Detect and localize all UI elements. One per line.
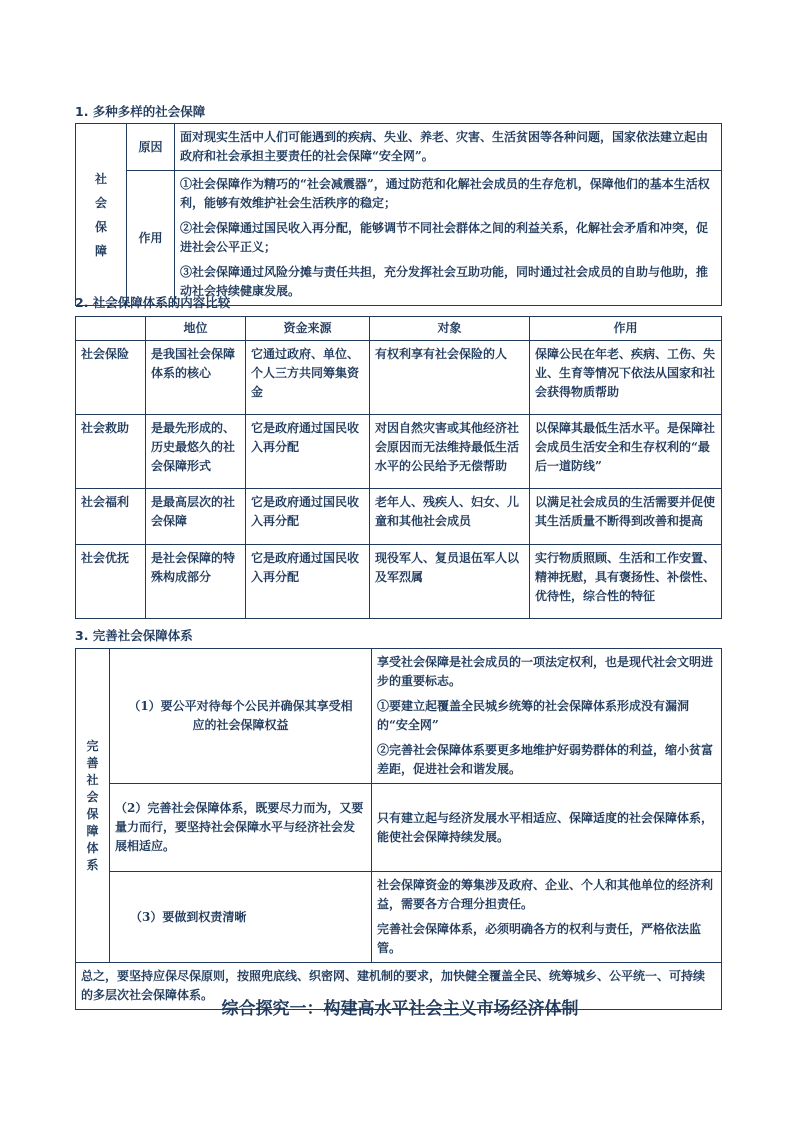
cell-funding: 它是政府通过国民收入再分配 [246, 489, 370, 545]
cell-effect: 实行物质照顾、生活和工作安置、精神抚慰，具有褒扬性、补偿性、优待性，综合性的特征 [530, 545, 722, 619]
cell-status: 是我国社会保障体系的核心 [146, 341, 246, 415]
measure-right-cell [372, 872, 722, 963]
side-label-cell [76, 649, 110, 963]
measure-point: ①要建立起覆盖全民城乡统筹的社会保障体系形成没有漏洞的“安全网” [377, 699, 690, 732]
cell-funding: 它是政府通过国民收入再分配 [246, 545, 370, 619]
measure-point: 完善社会保障体系，必须明确各方的权利与责任，严格依法监管。 [377, 922, 702, 955]
effect-item: ①社会保障作为精巧的“社会减震器”，通过防范和化解社会成员的生存危机，保障他们的基本生活权利，能够有效维护社会生活秩序的稳定； [180, 177, 710, 210]
side-label: 完善社会保障体系 [86, 738, 99, 872]
measure-point: 只有建立起与经济发展水平相适应、保障适度的社会保障体系，能使社会保障持续发展。 [377, 810, 714, 844]
row-label: 社会优抚 [76, 545, 146, 619]
cell-funding: 它是政府通过国民收入再分配 [246, 415, 370, 489]
measure-right-cell [372, 649, 722, 784]
effect-item: ②社会保障通过国民收入再分配，能够调节不同社会群体之间的利益关系，化解社会矛盾和冲突，促进社会公平正义； [180, 221, 709, 254]
header-cell: 作用 [530, 317, 722, 341]
effect-label: 作用 [127, 171, 175, 306]
effect-cell [175, 171, 722, 306]
table-row [76, 545, 722, 619]
table-row [76, 415, 722, 489]
comparison-table [75, 316, 722, 619]
footer-heading: 综合探究一：构建高水平社会主义市场经济体制 [221, 999, 579, 1019]
header-cell: 地位 [146, 317, 246, 341]
cell-status: 是最高层次的社会保障 [146, 489, 246, 545]
summary-text: 总之，要坚持应保尽保原则，按照兜底线、织密网、建机制的要求，加快健全覆盖全民、统筹城乡、公平统一、可持续的多层次社会保障体系。 [76, 963, 722, 1010]
cell-status: 是社会保障的特殊构成部分 [146, 545, 246, 619]
cell-effect: 以保障其最低生活水平。是保障社会成员生活安全和生存权利的“最后一道防线” [530, 415, 722, 489]
cell-effect: 保障公民在年老、疾病、工伤、失业、生育等情况下依法从国家和社会获得物质帮助 [530, 341, 722, 415]
measure-left: （1）要公平对待每个公民并确保其享受相应的社会保障权益 [110, 649, 372, 784]
side-label-cell [76, 124, 127, 306]
row-label: 社会保险 [76, 341, 146, 415]
row-label: 社会救助 [76, 415, 146, 489]
side-label: 社会保障 [94, 171, 107, 258]
measure-right-cell [372, 784, 722, 872]
header-cell [76, 317, 146, 341]
header-cell: 资金来源 [246, 317, 370, 341]
measure-point: 社会保障资金的筹集涉及政府、企业、个人和其他单位的经济利益，需要各方合理分担责任。 [377, 878, 714, 911]
header-cell: 对象 [370, 317, 530, 341]
cell-effect: 以满足社会成员的生活需要并促使其生活质量不断得到改善和提高 [530, 489, 722, 545]
reason-text: 面对现实生活中人们可能遇到的疾病、失业、养老、灾害、生活贫困等各种问题，国家依法建立起由政府和社会承担主要责任的社会保障“安全网”。 [175, 124, 722, 171]
improvement-table [75, 648, 722, 1010]
section-title-3: 3. 完善社会保障体系 [75, 628, 193, 643]
effect-item: ③社会保障通过风险分摊与责任共担，充分发挥社会互助功能，同时通过社会成员的自助与他助，推动社会持续健康发展。 [180, 265, 709, 298]
cell-funding: 它通过政府、单位、个人三方共同筹集资金 [246, 341, 370, 415]
row-label: 社会福利 [76, 489, 146, 545]
measure-point: ②完善社会保障体系要更多地维护好弱势群体的利益，缩小贫富差距，促进社会和谐发展。 [377, 743, 714, 776]
measure-point: 享受社会保障是社会成员的一项法定权利，也是现代社会文明进步的重要标志。 [377, 655, 714, 688]
table-row [76, 341, 722, 415]
measure-left: （2）完善社会保障体系，既要尽力而为，又要量力而行，要坚持社会保障水平与经济社会发展相适应。 [110, 784, 372, 872]
measure-left: （3）要做到权责清晰 [110, 872, 372, 963]
cell-target: 对因自然灾害或其他经济社会原因而无法维持最低生活水平的公民给予无偿帮助 [370, 415, 530, 489]
section-title-2: 2. 社会保障体系的内容比较 [75, 295, 231, 310]
reason-label: 原因 [127, 124, 175, 171]
table-row [76, 489, 722, 545]
cell-target: 老年人、残疾人、妇女、儿童和其他社会成员 [370, 489, 530, 545]
cell-target: 现役军人、复员退伍军人以及军烈属 [370, 545, 530, 619]
cell-target: 有权利享有社会保险的人 [370, 341, 530, 415]
social-security-table [75, 123, 722, 306]
cell-status: 是最先形成的、历史最悠久的社会保障形式 [146, 415, 246, 489]
section-title-1: 1. 多种多样的社会保障 [75, 104, 206, 119]
